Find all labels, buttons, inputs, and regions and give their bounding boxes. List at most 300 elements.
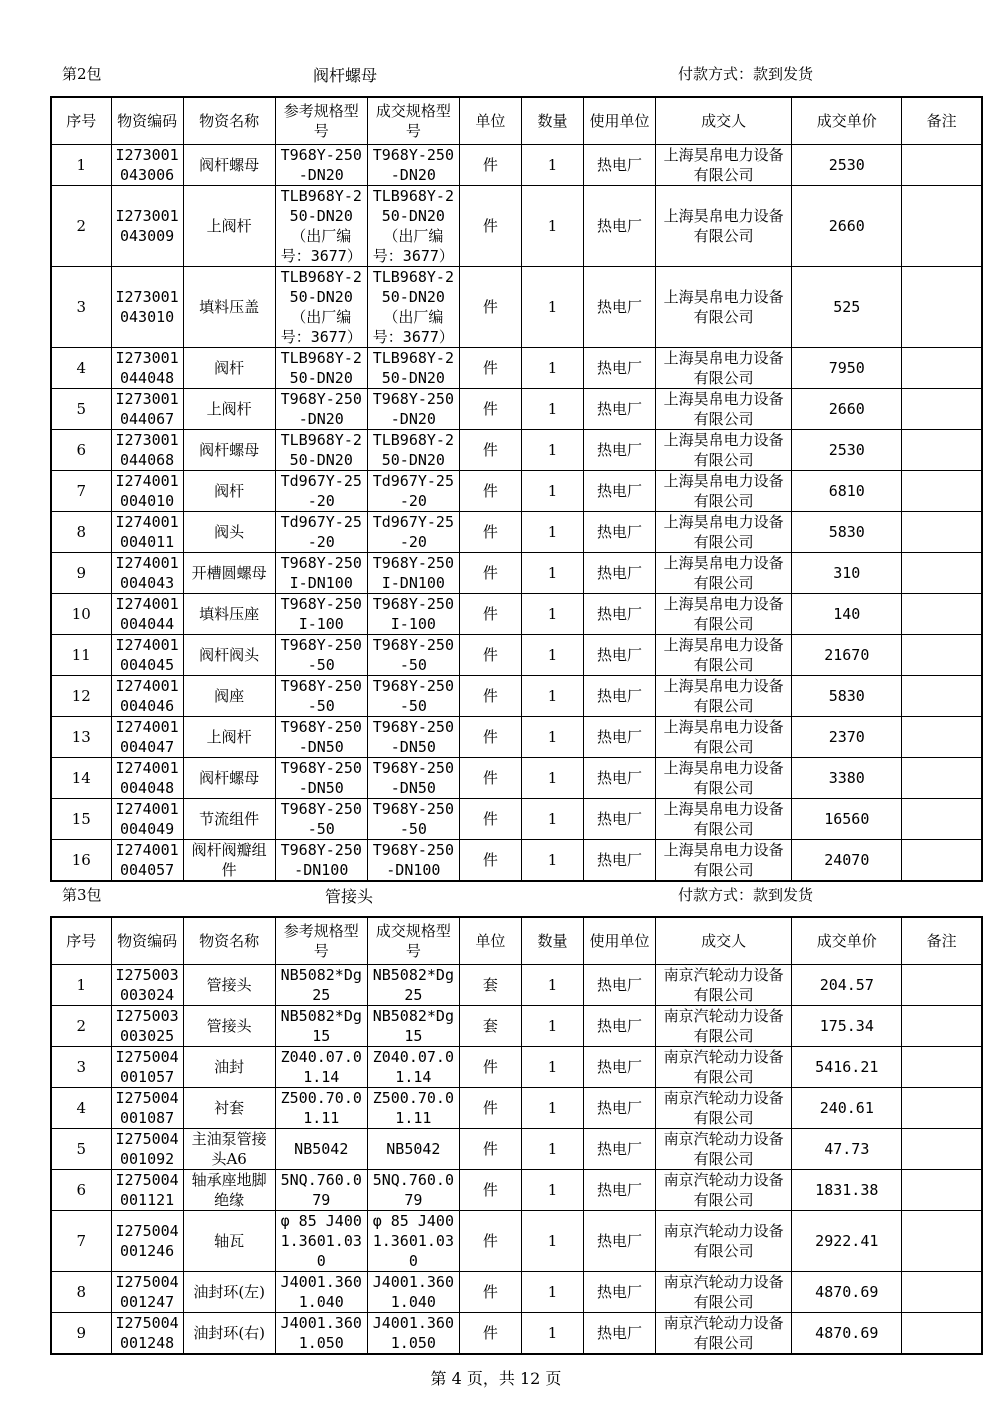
- qty-cell: 1: [521, 1272, 583, 1313]
- unit-cell: 件: [459, 1047, 521, 1088]
- deal-spec-cell: J4001.3601.040: [367, 1272, 459, 1313]
- remark-cell: [902, 1088, 982, 1129]
- deal-spec-cell: T968Y-250-DN100: [367, 840, 459, 882]
- user-dept-cell: 热电厂: [584, 1170, 656, 1211]
- qty-cell: 1: [521, 553, 583, 594]
- deal-spec-cell: TLB968Y-250-DN20: [367, 430, 459, 471]
- deal-spec-cell: TLB968Y-250-DN20（出厂编号：3677）: [367, 186, 459, 267]
- unit-cell: 件: [459, 676, 521, 717]
- seq-cell: 5: [51, 389, 111, 430]
- user-dept-cell: 热电厂: [584, 1129, 656, 1170]
- material-code-cell: I275004001248: [111, 1313, 183, 1355]
- seq-cell: 2: [51, 186, 111, 267]
- table-row: [51, 1088, 982, 1129]
- remark-cell: [902, 512, 982, 553]
- remark-cell: [902, 186, 982, 267]
- vendor-cell: 上海昊帛电力设备有限公司: [656, 348, 792, 389]
- deal-spec-cell: Z040.07.01.14: [367, 1047, 459, 1088]
- remark-cell: [902, 471, 982, 512]
- user-dept-cell: 热电厂: [584, 1006, 656, 1047]
- package-title: 阀杆螺母: [313, 66, 378, 85]
- user-dept-cell: 热电厂: [584, 799, 656, 840]
- qty-cell: 1: [521, 1313, 583, 1355]
- unit-cell: 件: [459, 1129, 521, 1170]
- qty-cell: 1: [521, 267, 583, 348]
- remark-cell: [902, 1129, 982, 1170]
- vendor-cell: 上海昊帛电力设备有限公司: [656, 430, 792, 471]
- ref-spec-cell: J4001.3601.040: [275, 1272, 367, 1313]
- column-header: 物资编码: [111, 917, 183, 965]
- material-name-cell: 主油泵管接头A6: [183, 1129, 275, 1170]
- table-row: [51, 1170, 982, 1211]
- ref-spec-cell: Z040.07.01.14: [275, 1047, 367, 1088]
- remark-cell: [902, 676, 982, 717]
- column-header: 成交单价: [792, 917, 902, 965]
- seq-cell: 6: [51, 1170, 111, 1211]
- material-code-cell: I275004001087: [111, 1088, 183, 1129]
- ref-spec-cell: T968Y-250I-DN100: [275, 553, 367, 594]
- material-code-cell: I274001004011: [111, 512, 183, 553]
- package-header: [0, 884, 992, 904]
- material-name-cell: 上阀杆: [183, 389, 275, 430]
- table-row: [51, 594, 982, 635]
- column-header: 使用单位: [584, 97, 656, 145]
- seq-cell: 8: [51, 512, 111, 553]
- vendor-cell: 南京汽轮动力设备有限公司: [656, 1211, 792, 1272]
- material-code-cell: I273001043006: [111, 145, 183, 186]
- seq-cell: 13: [51, 717, 111, 758]
- deal-spec-cell: NB5042: [367, 1129, 459, 1170]
- material-code-cell: I275003003025: [111, 1006, 183, 1047]
- table-row: [51, 389, 982, 430]
- qty-cell: 1: [521, 799, 583, 840]
- unit-cell: 套: [459, 965, 521, 1006]
- ref-spec-cell: T968Y-250-DN100: [275, 840, 367, 882]
- page-footer: 第 4 页，共 12 页: [430, 1369, 562, 1388]
- table-header-row: [51, 917, 982, 965]
- ref-spec-cell: T968Y-250-50: [275, 799, 367, 840]
- material-code-cell: I274001004043: [111, 553, 183, 594]
- qty-cell: 1: [521, 471, 583, 512]
- remark-cell: [902, 1313, 982, 1355]
- unit-cell: 件: [459, 717, 521, 758]
- material-name-cell: 节流组件: [183, 799, 275, 840]
- seq-cell: 3: [51, 267, 111, 348]
- user-dept-cell: 热电厂: [584, 389, 656, 430]
- material-name-cell: 阀杆: [183, 348, 275, 389]
- column-header: 备注: [902, 97, 982, 145]
- remark-cell: [902, 635, 982, 676]
- unit-price-cell: 16560: [792, 799, 902, 840]
- unit-cell: 件: [459, 799, 521, 840]
- seq-cell: 5: [51, 1129, 111, 1170]
- vendor-cell: 上海昊帛电力设备有限公司: [656, 389, 792, 430]
- ref-spec-cell: NB5082*Dg25: [275, 965, 367, 1006]
- unit-price-cell: 7950: [792, 348, 902, 389]
- table-row: [51, 676, 982, 717]
- user-dept-cell: 热电厂: [584, 430, 656, 471]
- remark-cell: [902, 1006, 982, 1047]
- remark-cell: [902, 267, 982, 348]
- qty-cell: 1: [521, 348, 583, 389]
- column-header: 单位: [459, 917, 521, 965]
- deal-spec-cell: Z500.70.01.11: [367, 1088, 459, 1129]
- vendor-cell: 南京汽轮动力设备有限公司: [656, 1272, 792, 1313]
- column-header: 物资名称: [183, 917, 275, 965]
- qty-cell: 1: [521, 186, 583, 267]
- procurement-table: [50, 916, 983, 1355]
- vendor-cell: 南京汽轮动力设备有限公司: [656, 1313, 792, 1355]
- unit-price-cell: 2922.41: [792, 1211, 902, 1272]
- package-header: [0, 63, 992, 83]
- user-dept-cell: 热电厂: [584, 965, 656, 1006]
- deal-spec-cell: T968Y-250I-DN100: [367, 553, 459, 594]
- ref-spec-cell: T968Y-250-DN50: [275, 717, 367, 758]
- ref-spec-cell: T968Y-250-50: [275, 635, 367, 676]
- seq-cell: 7: [51, 471, 111, 512]
- user-dept-cell: 热电厂: [584, 512, 656, 553]
- unit-cell: 件: [459, 1313, 521, 1355]
- column-header: 数量: [521, 917, 583, 965]
- seq-cell: 3: [51, 1047, 111, 1088]
- remark-cell: [902, 389, 982, 430]
- ref-spec-cell: NB5082*Dg15: [275, 1006, 367, 1047]
- remark-cell: [902, 348, 982, 389]
- user-dept-cell: 热电厂: [584, 348, 656, 389]
- user-dept-cell: 热电厂: [584, 635, 656, 676]
- material-name-cell: 填料压盖: [183, 267, 275, 348]
- remark-cell: [902, 1170, 982, 1211]
- vendor-cell: 上海昊帛电力设备有限公司: [656, 267, 792, 348]
- material-code-cell: I275004001092: [111, 1129, 183, 1170]
- remark-cell: [902, 840, 982, 882]
- qty-cell: 1: [521, 758, 583, 799]
- unit-price-cell: 310: [792, 553, 902, 594]
- deal-spec-cell: T968Y-250I-100: [367, 594, 459, 635]
- unit-cell: 件: [459, 594, 521, 635]
- material-code-cell: I273001044067: [111, 389, 183, 430]
- unit-cell: 件: [459, 471, 521, 512]
- unit-price-cell: 5416.21: [792, 1047, 902, 1088]
- deal-spec-cell: TLB968Y-250-DN20: [367, 348, 459, 389]
- remark-cell: [902, 553, 982, 594]
- user-dept-cell: 热电厂: [584, 594, 656, 635]
- table-row: [51, 1047, 982, 1088]
- deal-spec-cell: T968Y-250-DN50: [367, 717, 459, 758]
- remark-cell: [902, 594, 982, 635]
- column-header: 单位: [459, 97, 521, 145]
- material-name-cell: 油封: [183, 1047, 275, 1088]
- material-name-cell: 阀头: [183, 512, 275, 553]
- material-code-cell: I274001004047: [111, 717, 183, 758]
- ref-spec-cell: 5NQ.760.079: [275, 1170, 367, 1211]
- user-dept-cell: 热电厂: [584, 758, 656, 799]
- vendor-cell: 上海昊帛电力设备有限公司: [656, 186, 792, 267]
- ref-spec-cell: TLB968Y-250-DN20: [275, 430, 367, 471]
- unit-price-cell: 1831.38: [792, 1170, 902, 1211]
- vendor-cell: 南京汽轮动力设备有限公司: [656, 1088, 792, 1129]
- seq-cell: 7: [51, 1211, 111, 1272]
- column-header: 物资编码: [111, 97, 183, 145]
- payment-terms: 付款方式：款到发货: [678, 65, 814, 83]
- column-header: 成交人: [656, 97, 792, 145]
- ref-spec-cell: T968Y-250-DN50: [275, 758, 367, 799]
- seq-cell: 2: [51, 1006, 111, 1047]
- material-name-cell: 阀杆: [183, 471, 275, 512]
- table-header-row: [51, 97, 982, 145]
- qty-cell: 1: [521, 1211, 583, 1272]
- deal-spec-cell: T968Y-250-DN20: [367, 145, 459, 186]
- user-dept-cell: 热电厂: [584, 471, 656, 512]
- material-code-cell: I274001004045: [111, 635, 183, 676]
- column-header: 成交规格型号: [367, 917, 459, 965]
- deal-spec-cell: 5NQ.760.079: [367, 1170, 459, 1211]
- seq-cell: 4: [51, 348, 111, 389]
- seq-cell: 4: [51, 1088, 111, 1129]
- qty-cell: 1: [521, 594, 583, 635]
- unit-price-cell: 175.34: [792, 1006, 902, 1047]
- unit-price-cell: 204.57: [792, 965, 902, 1006]
- payment-terms: 付款方式：款到发货: [678, 886, 814, 904]
- unit-cell: 件: [459, 1088, 521, 1129]
- material-name-cell: 阀杆阀瓣组件: [183, 840, 275, 882]
- material-name-cell: 轴承座地脚绝缘: [183, 1170, 275, 1211]
- deal-spec-cell: T968Y-250-50: [367, 676, 459, 717]
- column-header: 参考规格型号: [275, 917, 367, 965]
- vendor-cell: 上海昊帛电力设备有限公司: [656, 758, 792, 799]
- unit-price-cell: 5830: [792, 512, 902, 553]
- seq-cell: 9: [51, 1313, 111, 1355]
- user-dept-cell: 热电厂: [584, 1272, 656, 1313]
- remark-cell: [902, 1047, 982, 1088]
- table-row: [51, 471, 982, 512]
- seq-cell: 12: [51, 676, 111, 717]
- unit-price-cell: 4870.69: [792, 1313, 902, 1355]
- column-header: 成交人: [656, 917, 792, 965]
- deal-spec-cell: J4001.3601.050: [367, 1313, 459, 1355]
- vendor-cell: 上海昊帛电力设备有限公司: [656, 594, 792, 635]
- qty-cell: 1: [521, 512, 583, 553]
- unit-price-cell: 3380: [792, 758, 902, 799]
- qty-cell: 1: [521, 1129, 583, 1170]
- vendor-cell: 上海昊帛电力设备有限公司: [656, 717, 792, 758]
- material-name-cell: 油封环(右): [183, 1313, 275, 1355]
- qty-cell: 1: [521, 1047, 583, 1088]
- remark-cell: [902, 799, 982, 840]
- remark-cell: [902, 965, 982, 1006]
- material-name-cell: 开槽圆螺母: [183, 553, 275, 594]
- ref-spec-cell: T968Y-250-DN20: [275, 145, 367, 186]
- user-dept-cell: 热电厂: [584, 1088, 656, 1129]
- material-name-cell: 阀座: [183, 676, 275, 717]
- table-row: [51, 512, 982, 553]
- material-name-cell: 阀杆阀头: [183, 635, 275, 676]
- vendor-cell: 南京汽轮动力设备有限公司: [656, 965, 792, 1006]
- remark-cell: [902, 145, 982, 186]
- user-dept-cell: 热电厂: [584, 676, 656, 717]
- vendor-cell: 南京汽轮动力设备有限公司: [656, 1047, 792, 1088]
- unit-cell: 件: [459, 1170, 521, 1211]
- material-code-cell: I274001004044: [111, 594, 183, 635]
- procurement-table: [50, 96, 983, 882]
- deal-spec-cell: Td967Y-25-20: [367, 512, 459, 553]
- seq-cell: 1: [51, 965, 111, 1006]
- qty-cell: 1: [521, 965, 583, 1006]
- column-header: 使用单位: [584, 917, 656, 965]
- unit-price-cell: 5830: [792, 676, 902, 717]
- unit-price-cell: 2660: [792, 389, 902, 430]
- unit-cell: 件: [459, 635, 521, 676]
- unit-cell: 件: [459, 553, 521, 594]
- qty-cell: 1: [521, 635, 583, 676]
- unit-cell: 件: [459, 389, 521, 430]
- table-row: [51, 553, 982, 594]
- material-code-cell: I273001044048: [111, 348, 183, 389]
- unit-cell: 件: [459, 430, 521, 471]
- seq-cell: 10: [51, 594, 111, 635]
- table-row: [51, 267, 982, 348]
- seq-cell: 1: [51, 145, 111, 186]
- deal-spec-cell: TLB968Y-250-DN20（出厂编号：3677）: [367, 267, 459, 348]
- deal-spec-cell: φ 85 J4001.3601.030: [367, 1211, 459, 1272]
- deal-spec-cell: T968Y-250-50: [367, 635, 459, 676]
- unit-price-cell: 6810: [792, 471, 902, 512]
- vendor-cell: 上海昊帛电力设备有限公司: [656, 840, 792, 882]
- material-name-cell: 衬套: [183, 1088, 275, 1129]
- user-dept-cell: 热电厂: [584, 186, 656, 267]
- material-name-cell: 阀杆螺母: [183, 430, 275, 471]
- qty-cell: 1: [521, 145, 583, 186]
- package-label: 第2包: [62, 65, 102, 83]
- table-row: [51, 186, 982, 267]
- ref-spec-cell: T968Y-250-50: [275, 676, 367, 717]
- column-header: 序号: [51, 917, 111, 965]
- deal-spec-cell: T968Y-250-DN20: [367, 389, 459, 430]
- material-name-cell: 填料压座: [183, 594, 275, 635]
- column-header: 参考规格型号: [275, 97, 367, 145]
- table-row: [51, 145, 982, 186]
- table-row: [51, 799, 982, 840]
- unit-price-cell: 4870.69: [792, 1272, 902, 1313]
- user-dept-cell: 热电厂: [584, 267, 656, 348]
- column-header: 备注: [902, 917, 982, 965]
- material-code-cell: I273001044068: [111, 430, 183, 471]
- unit-price-cell: 2530: [792, 430, 902, 471]
- ref-spec-cell: NB5042: [275, 1129, 367, 1170]
- unit-price-cell: 525: [792, 267, 902, 348]
- seq-cell: 15: [51, 799, 111, 840]
- unit-cell: 件: [459, 840, 521, 882]
- seq-cell: 11: [51, 635, 111, 676]
- ref-spec-cell: Td967Y-25-20: [275, 512, 367, 553]
- table-row: [51, 1129, 982, 1170]
- vendor-cell: 上海昊帛电力设备有限公司: [656, 676, 792, 717]
- user-dept-cell: 热电厂: [584, 1047, 656, 1088]
- material-code-cell: I275004001057: [111, 1047, 183, 1088]
- remark-cell: [902, 1272, 982, 1313]
- material-name-cell: 管接头: [183, 1006, 275, 1047]
- unit-cell: 件: [459, 348, 521, 389]
- vendor-cell: 上海昊帛电力设备有限公司: [656, 512, 792, 553]
- user-dept-cell: 热电厂: [584, 553, 656, 594]
- unit-price-cell: 47.73: [792, 1129, 902, 1170]
- user-dept-cell: 热电厂: [584, 1313, 656, 1355]
- column-header: 序号: [51, 97, 111, 145]
- material-code-cell: I274001004046: [111, 676, 183, 717]
- ref-spec-cell: T968Y-250I-100: [275, 594, 367, 635]
- vendor-cell: 上海昊帛电力设备有限公司: [656, 553, 792, 594]
- table-row: [51, 840, 982, 882]
- column-header: 数量: [521, 97, 583, 145]
- package-label: 第3包: [62, 886, 102, 904]
- vendor-cell: 上海昊帛电力设备有限公司: [656, 145, 792, 186]
- material-name-cell: 阀杆螺母: [183, 145, 275, 186]
- deal-spec-cell: NB5082*Dg25: [367, 965, 459, 1006]
- ref-spec-cell: TLB968Y-250-DN20（出厂编号：3677）: [275, 186, 367, 267]
- table-row: [51, 348, 982, 389]
- seq-cell: 16: [51, 840, 111, 882]
- table-row: [51, 717, 982, 758]
- material-code-cell: I274001004057: [111, 840, 183, 882]
- unit-cell: 件: [459, 1211, 521, 1272]
- ref-spec-cell: TLB968Y-250-DN20: [275, 348, 367, 389]
- unit-cell: 套: [459, 1006, 521, 1047]
- material-code-cell: I275003003024: [111, 965, 183, 1006]
- qty-cell: 1: [521, 840, 583, 882]
- material-code-cell: I275004001247: [111, 1272, 183, 1313]
- material-name-cell: 轴瓦: [183, 1211, 275, 1272]
- unit-price-cell: 240.61: [792, 1088, 902, 1129]
- material-name-cell: 上阀杆: [183, 186, 275, 267]
- vendor-cell: 上海昊帛电力设备有限公司: [656, 471, 792, 512]
- table-row: [51, 758, 982, 799]
- seq-cell: 6: [51, 430, 111, 471]
- unit-cell: 件: [459, 1272, 521, 1313]
- unit-cell: 件: [459, 758, 521, 799]
- ref-spec-cell: TLB968Y-250-DN20（出厂编号：3677）: [275, 267, 367, 348]
- material-code-cell: I275004001246: [111, 1211, 183, 1272]
- column-header: 成交规格型号: [367, 97, 459, 145]
- ref-spec-cell: Td967Y-25-20: [275, 471, 367, 512]
- vendor-cell: 上海昊帛电力设备有限公司: [656, 635, 792, 676]
- package-title: 管接头: [325, 887, 374, 906]
- column-header: 物资名称: [183, 97, 275, 145]
- seq-cell: 14: [51, 758, 111, 799]
- seq-cell: 9: [51, 553, 111, 594]
- table-row: [51, 430, 982, 471]
- material-name-cell: 管接头: [183, 965, 275, 1006]
- qty-cell: 1: [521, 1088, 583, 1129]
- material-name-cell: 上阀杆: [183, 717, 275, 758]
- table-row: [51, 1006, 982, 1047]
- unit-price-cell: 2370: [792, 717, 902, 758]
- unit-price-cell: 140: [792, 594, 902, 635]
- deal-spec-cell: NB5082*Dg15: [367, 1006, 459, 1047]
- qty-cell: 1: [521, 389, 583, 430]
- material-code-cell: I273001043010: [111, 267, 183, 348]
- user-dept-cell: 热电厂: [584, 840, 656, 882]
- material-code-cell: I274001004010: [111, 471, 183, 512]
- table-row: [51, 965, 982, 1006]
- unit-cell: 件: [459, 512, 521, 553]
- vendor-cell: 上海昊帛电力设备有限公司: [656, 799, 792, 840]
- remark-cell: [902, 1211, 982, 1272]
- material-name-cell: 阀杆螺母: [183, 758, 275, 799]
- unit-cell: 件: [459, 267, 521, 348]
- material-name-cell: 油封环(左): [183, 1272, 275, 1313]
- unit-price-cell: 24070: [792, 840, 902, 882]
- qty-cell: 1: [521, 430, 583, 471]
